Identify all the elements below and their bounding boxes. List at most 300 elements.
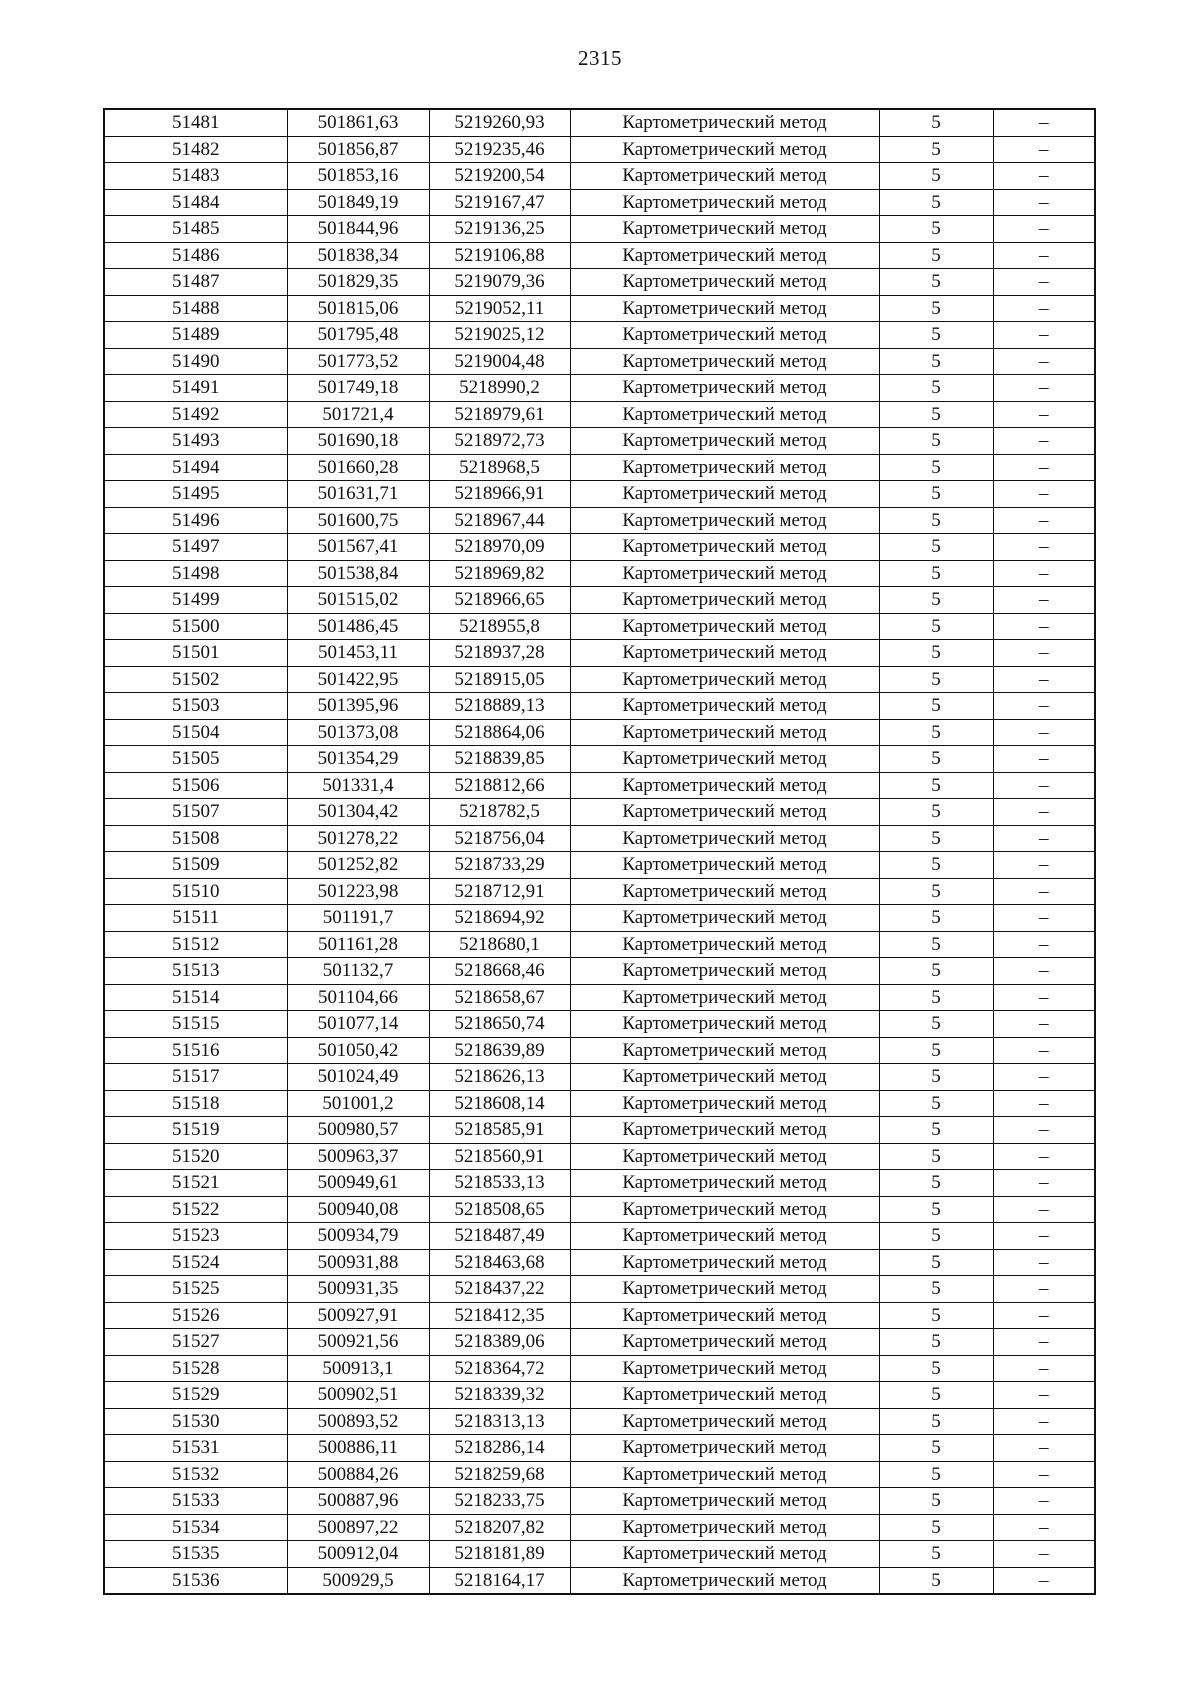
precision-cell: 5 (879, 958, 993, 985)
x-coordinate-cell: 501050,42 (287, 1037, 429, 1064)
method-cell: Картометрический метод (570, 746, 879, 773)
method-cell: Картометрический метод (570, 1117, 879, 1144)
point-number-cell: 51502 (104, 666, 287, 693)
point-number-cell: 51483 (104, 163, 287, 190)
method-cell: Картометрический метод (570, 1382, 879, 1409)
point-number-cell: 51497 (104, 534, 287, 561)
method-cell: Картометрический метод (570, 242, 879, 269)
y-coordinate-cell: 5219025,12 (429, 322, 570, 349)
description-cell: – (993, 666, 1095, 693)
precision-cell: 5 (879, 1488, 993, 1515)
method-cell: Картометрический метод (570, 1488, 879, 1515)
x-coordinate-cell: 501278,22 (287, 825, 429, 852)
precision-cell: 5 (879, 587, 993, 614)
table-row (104, 428, 1095, 455)
method-cell: Картометрический метод (570, 1541, 879, 1568)
table-row (104, 136, 1095, 163)
point-number-cell: 51501 (104, 640, 287, 667)
x-coordinate-cell: 501600,75 (287, 507, 429, 534)
y-coordinate-cell: 5218650,74 (429, 1011, 570, 1038)
y-coordinate-cell: 5218889,13 (429, 693, 570, 720)
point-number-cell: 51508 (104, 825, 287, 852)
precision-cell: 5 (879, 772, 993, 799)
table-row (104, 1408, 1095, 1435)
description-cell: – (993, 958, 1095, 985)
method-cell: Картометрический метод (570, 295, 879, 322)
y-coordinate-cell: 5218313,13 (429, 1408, 570, 1435)
method-cell: Картометрический метод (570, 640, 879, 667)
method-cell: Картометрический метод (570, 1011, 879, 1038)
x-coordinate-cell: 500931,88 (287, 1249, 429, 1276)
point-number-cell: 51499 (104, 587, 287, 614)
y-coordinate-cell: 5218639,89 (429, 1037, 570, 1064)
x-coordinate-cell: 501191,7 (287, 905, 429, 932)
table-row (104, 242, 1095, 269)
precision-cell: 5 (879, 878, 993, 905)
precision-cell: 5 (879, 189, 993, 216)
precision-cell: 5 (879, 1302, 993, 1329)
method-cell: Картометрический метод (570, 825, 879, 852)
precision-cell: 5 (879, 693, 993, 720)
method-cell: Картометрический метод (570, 931, 879, 958)
precision-cell: 5 (879, 984, 993, 1011)
x-coordinate-cell: 501132,7 (287, 958, 429, 985)
y-coordinate-cell: 5218259,68 (429, 1461, 570, 1488)
x-coordinate-cell: 501024,49 (287, 1064, 429, 1091)
point-number-cell: 51527 (104, 1329, 287, 1356)
table-row (104, 1143, 1095, 1170)
point-number-cell: 51514 (104, 984, 287, 1011)
x-coordinate-cell: 501853,16 (287, 163, 429, 190)
point-number-cell: 51482 (104, 136, 287, 163)
description-cell: – (993, 454, 1095, 481)
precision-cell: 5 (879, 1567, 993, 1594)
point-number-cell: 51511 (104, 905, 287, 932)
x-coordinate-cell: 501538,84 (287, 560, 429, 587)
method-cell: Картометрический метод (570, 1355, 879, 1382)
table-row (104, 1037, 1095, 1064)
y-coordinate-cell: 5219167,47 (429, 189, 570, 216)
point-number-cell: 51531 (104, 1435, 287, 1462)
y-coordinate-cell: 5218968,5 (429, 454, 570, 481)
description-cell: – (993, 1064, 1095, 1091)
description-cell: – (993, 242, 1095, 269)
method-cell: Картометрический метод (570, 1461, 879, 1488)
precision-cell: 5 (879, 666, 993, 693)
method-cell: Картометрический метод (570, 878, 879, 905)
x-coordinate-cell: 501486,45 (287, 613, 429, 640)
precision-cell: 5 (879, 1514, 993, 1541)
point-number-cell: 51532 (104, 1461, 287, 1488)
description-cell: – (993, 825, 1095, 852)
method-cell: Картометрический метод (570, 1170, 879, 1197)
coordinates-table-body (104, 109, 1095, 1594)
method-cell: Картометрический метод (570, 587, 879, 614)
x-coordinate-cell: 501815,06 (287, 295, 429, 322)
point-number-cell: 51536 (104, 1567, 287, 1594)
x-coordinate-cell: 501161,28 (287, 931, 429, 958)
table-row (104, 640, 1095, 667)
precision-cell: 5 (879, 1223, 993, 1250)
precision-cell: 5 (879, 746, 993, 773)
description-cell: – (993, 507, 1095, 534)
precision-cell: 5 (879, 613, 993, 640)
table-row (104, 1355, 1095, 1382)
table-row (104, 109, 1095, 136)
table-row (104, 1011, 1095, 1038)
y-coordinate-cell: 5218955,8 (429, 613, 570, 640)
y-coordinate-cell: 5219004,48 (429, 348, 570, 375)
method-cell: Картометрический метод (570, 666, 879, 693)
method-cell: Картометрический метод (570, 719, 879, 746)
point-number-cell: 51493 (104, 428, 287, 455)
y-coordinate-cell: 5218694,92 (429, 905, 570, 932)
y-coordinate-cell: 5218463,68 (429, 1249, 570, 1276)
method-cell: Картометрический метод (570, 1302, 879, 1329)
method-cell: Картометрический метод (570, 1037, 879, 1064)
method-cell: Картометрический метод (570, 1196, 879, 1223)
x-coordinate-cell: 501795,48 (287, 322, 429, 349)
table-row (104, 1514, 1095, 1541)
method-cell: Картометрический метод (570, 1064, 879, 1091)
point-number-cell: 51517 (104, 1064, 287, 1091)
precision-cell: 5 (879, 109, 993, 136)
method-cell: Картометрический метод (570, 348, 879, 375)
y-coordinate-cell: 5218712,91 (429, 878, 570, 905)
point-number-cell: 51535 (104, 1541, 287, 1568)
x-coordinate-cell: 501829,35 (287, 269, 429, 296)
table-row (104, 852, 1095, 879)
x-coordinate-cell: 501304,42 (287, 799, 429, 826)
table-row (104, 1488, 1095, 1515)
table-row (104, 1064, 1095, 1091)
method-cell: Картометрический метод (570, 109, 879, 136)
point-number-cell: 51485 (104, 216, 287, 243)
x-coordinate-cell: 501721,4 (287, 401, 429, 428)
method-cell: Картометрический метод (570, 269, 879, 296)
precision-cell: 5 (879, 1541, 993, 1568)
table-row (104, 958, 1095, 985)
x-coordinate-cell: 501354,29 (287, 746, 429, 773)
table-row (104, 719, 1095, 746)
precision-cell: 5 (879, 1037, 993, 1064)
point-number-cell: 51505 (104, 746, 287, 773)
precision-cell: 5 (879, 931, 993, 958)
precision-cell: 5 (879, 1435, 993, 1462)
point-number-cell: 51506 (104, 772, 287, 799)
x-coordinate-cell: 501395,96 (287, 693, 429, 720)
x-coordinate-cell: 500893,52 (287, 1408, 429, 1435)
precision-cell: 5 (879, 507, 993, 534)
precision-cell: 5 (879, 242, 993, 269)
y-coordinate-cell: 5218508,65 (429, 1196, 570, 1223)
method-cell: Картометрический метод (570, 136, 879, 163)
description-cell: – (993, 746, 1095, 773)
point-number-cell: 51533 (104, 1488, 287, 1515)
y-coordinate-cell: 5218364,72 (429, 1355, 570, 1382)
y-coordinate-cell: 5219136,25 (429, 216, 570, 243)
method-cell: Картометрический метод (570, 1249, 879, 1276)
table-row (104, 905, 1095, 932)
method-cell: Картометрический метод (570, 984, 879, 1011)
table-row (104, 613, 1095, 640)
x-coordinate-cell: 501223,98 (287, 878, 429, 905)
y-coordinate-cell: 5218533,13 (429, 1170, 570, 1197)
method-cell: Картометрический метод (570, 772, 879, 799)
table-row (104, 375, 1095, 402)
table-row (104, 825, 1095, 852)
point-number-cell: 51523 (104, 1223, 287, 1250)
x-coordinate-cell: 500934,79 (287, 1223, 429, 1250)
description-cell: – (993, 1461, 1095, 1488)
table-row (104, 163, 1095, 190)
method-cell: Картометрический метод (570, 905, 879, 932)
y-coordinate-cell: 5218969,82 (429, 560, 570, 587)
point-number-cell: 51512 (104, 931, 287, 958)
table-row (104, 1302, 1095, 1329)
point-number-cell: 51526 (104, 1302, 287, 1329)
x-coordinate-cell: 501422,95 (287, 666, 429, 693)
description-cell: – (993, 348, 1095, 375)
point-number-cell: 51509 (104, 852, 287, 879)
point-number-cell: 51534 (104, 1514, 287, 1541)
precision-cell: 5 (879, 1011, 993, 1038)
table-row (104, 269, 1095, 296)
description-cell: – (993, 878, 1095, 905)
description-cell: – (993, 931, 1095, 958)
y-coordinate-cell: 5219052,11 (429, 295, 570, 322)
x-coordinate-cell: 500980,57 (287, 1117, 429, 1144)
description-cell: – (993, 428, 1095, 455)
x-coordinate-cell: 501453,11 (287, 640, 429, 667)
y-coordinate-cell: 5219079,36 (429, 269, 570, 296)
table-row (104, 1567, 1095, 1594)
y-coordinate-cell: 5218756,04 (429, 825, 570, 852)
y-coordinate-cell: 5218967,44 (429, 507, 570, 534)
method-cell: Картометрический метод (570, 322, 879, 349)
table-row (104, 216, 1095, 243)
point-number-cell: 51519 (104, 1117, 287, 1144)
point-number-cell: 51510 (104, 878, 287, 905)
description-cell: – (993, 693, 1095, 720)
y-coordinate-cell: 5218782,5 (429, 799, 570, 826)
description-cell: – (993, 905, 1095, 932)
point-number-cell: 51521 (104, 1170, 287, 1197)
description-cell: – (993, 401, 1095, 428)
x-coordinate-cell: 500887,96 (287, 1488, 429, 1515)
description-cell: – (993, 1249, 1095, 1276)
method-cell: Картометрический метод (570, 1435, 879, 1462)
point-number-cell: 51516 (104, 1037, 287, 1064)
y-coordinate-cell: 5218560,91 (429, 1143, 570, 1170)
table-row (104, 534, 1095, 561)
table-row (104, 1435, 1095, 1462)
x-coordinate-cell: 500940,08 (287, 1196, 429, 1223)
precision-cell: 5 (879, 1090, 993, 1117)
precision-cell: 5 (879, 1249, 993, 1276)
description-cell: – (993, 984, 1095, 1011)
table-row (104, 1249, 1095, 1276)
x-coordinate-cell: 500949,61 (287, 1170, 429, 1197)
x-coordinate-cell: 501331,4 (287, 772, 429, 799)
x-coordinate-cell: 501856,87 (287, 136, 429, 163)
y-coordinate-cell: 5218733,29 (429, 852, 570, 879)
precision-cell: 5 (879, 1117, 993, 1144)
method-cell: Картометрический метод (570, 1408, 879, 1435)
description-cell: – (993, 1170, 1095, 1197)
method-cell: Картометрический метод (570, 534, 879, 561)
method-cell: Картометрический метод (570, 958, 879, 985)
point-number-cell: 51522 (104, 1196, 287, 1223)
page-number: 2315 (578, 46, 622, 70)
description-cell: – (993, 481, 1095, 508)
y-coordinate-cell: 5218658,67 (429, 984, 570, 1011)
precision-cell: 5 (879, 375, 993, 402)
point-number-cell: 51481 (104, 109, 287, 136)
x-coordinate-cell: 501660,28 (287, 454, 429, 481)
x-coordinate-cell: 500913,1 (287, 1355, 429, 1382)
table-row (104, 799, 1095, 826)
description-cell: – (993, 534, 1095, 561)
precision-cell: 5 (879, 401, 993, 428)
point-number-cell: 51530 (104, 1408, 287, 1435)
description-cell: – (993, 1408, 1095, 1435)
x-coordinate-cell: 500886,11 (287, 1435, 429, 1462)
table-row (104, 666, 1095, 693)
y-coordinate-cell: 5218339,32 (429, 1382, 570, 1409)
method-cell: Картометрический метод (570, 693, 879, 720)
method-cell: Картометрический метод (570, 560, 879, 587)
y-coordinate-cell: 5218668,46 (429, 958, 570, 985)
method-cell: Картометрический метод (570, 852, 879, 879)
table-row (104, 1382, 1095, 1409)
method-cell: Картометрический метод (570, 507, 879, 534)
description-cell: – (993, 1302, 1095, 1329)
point-number-cell: 51504 (104, 719, 287, 746)
y-coordinate-cell: 5218990,2 (429, 375, 570, 402)
method-cell: Картометрический метод (570, 216, 879, 243)
y-coordinate-cell: 5218608,14 (429, 1090, 570, 1117)
method-cell: Картометрический метод (570, 1276, 879, 1303)
description-cell: – (993, 1355, 1095, 1382)
precision-cell: 5 (879, 1276, 993, 1303)
point-number-cell: 51492 (104, 401, 287, 428)
point-number-cell: 51518 (104, 1090, 287, 1117)
description-cell: – (993, 1329, 1095, 1356)
description-cell: – (993, 216, 1095, 243)
point-number-cell: 51500 (104, 613, 287, 640)
point-number-cell: 51490 (104, 348, 287, 375)
x-coordinate-cell: 501749,18 (287, 375, 429, 402)
description-cell: – (993, 640, 1095, 667)
point-number-cell: 51529 (104, 1382, 287, 1409)
point-number-cell: 51524 (104, 1249, 287, 1276)
table-row (104, 1329, 1095, 1356)
description-cell: – (993, 852, 1095, 879)
y-coordinate-cell: 5218487,49 (429, 1223, 570, 1250)
coordinates-table (103, 108, 1096, 1595)
x-coordinate-cell: 500931,35 (287, 1276, 429, 1303)
precision-cell: 5 (879, 348, 993, 375)
description-cell: – (993, 772, 1095, 799)
description-cell: – (993, 560, 1095, 587)
table-row (104, 1223, 1095, 1250)
precision-cell: 5 (879, 1143, 993, 1170)
precision-cell: 5 (879, 163, 993, 190)
table-row (104, 1461, 1095, 1488)
y-coordinate-cell: 5218412,35 (429, 1302, 570, 1329)
point-number-cell: 51489 (104, 322, 287, 349)
precision-cell: 5 (879, 905, 993, 932)
point-number-cell: 51525 (104, 1276, 287, 1303)
description-cell: – (993, 322, 1095, 349)
method-cell: Картометрический метод (570, 428, 879, 455)
x-coordinate-cell: 500884,26 (287, 1461, 429, 1488)
table-row (104, 1170, 1095, 1197)
precision-cell: 5 (879, 481, 993, 508)
table-row (104, 1196, 1095, 1223)
description-cell: – (993, 269, 1095, 296)
description-cell: – (993, 1382, 1095, 1409)
precision-cell: 5 (879, 1382, 993, 1409)
description-cell: – (993, 719, 1095, 746)
precision-cell: 5 (879, 1170, 993, 1197)
precision-cell: 5 (879, 295, 993, 322)
description-cell: – (993, 1514, 1095, 1541)
y-coordinate-cell: 5218966,65 (429, 587, 570, 614)
method-cell: Картометрический метод (570, 454, 879, 481)
method-cell: Картометрический метод (570, 1090, 879, 1117)
table-row (104, 189, 1095, 216)
precision-cell: 5 (879, 719, 993, 746)
method-cell: Картометрический метод (570, 163, 879, 190)
y-coordinate-cell: 5218164,17 (429, 1567, 570, 1594)
point-number-cell: 51486 (104, 242, 287, 269)
point-number-cell: 51528 (104, 1355, 287, 1382)
table-row (104, 401, 1095, 428)
method-cell: Картометрический метод (570, 799, 879, 826)
y-coordinate-cell: 5218970,09 (429, 534, 570, 561)
table-row (104, 693, 1095, 720)
y-coordinate-cell: 5219200,54 (429, 163, 570, 190)
point-number-cell: 51507 (104, 799, 287, 826)
x-coordinate-cell: 501773,52 (287, 348, 429, 375)
table-row (104, 1090, 1095, 1117)
description-cell: – (993, 1143, 1095, 1170)
point-number-cell: 51488 (104, 295, 287, 322)
precision-cell: 5 (879, 216, 993, 243)
description-cell: – (993, 1196, 1095, 1223)
y-coordinate-cell: 5218966,91 (429, 481, 570, 508)
method-cell: Картометрический метод (570, 189, 879, 216)
table-row (104, 1541, 1095, 1568)
y-coordinate-cell: 5218839,85 (429, 746, 570, 773)
y-coordinate-cell: 5218680,1 (429, 931, 570, 958)
description-cell: – (993, 799, 1095, 826)
precision-cell: 5 (879, 1408, 993, 1435)
method-cell: Картометрический метод (570, 613, 879, 640)
y-coordinate-cell: 5218233,75 (429, 1488, 570, 1515)
x-coordinate-cell: 500897,22 (287, 1514, 429, 1541)
y-coordinate-cell: 5218181,89 (429, 1541, 570, 1568)
method-cell: Картометрический метод (570, 375, 879, 402)
precision-cell: 5 (879, 428, 993, 455)
x-coordinate-cell: 501252,82 (287, 852, 429, 879)
y-coordinate-cell: 5218437,22 (429, 1276, 570, 1303)
description-cell: – (993, 1117, 1095, 1144)
method-cell: Картометрический метод (570, 1223, 879, 1250)
method-cell: Картометрический метод (570, 1567, 879, 1594)
